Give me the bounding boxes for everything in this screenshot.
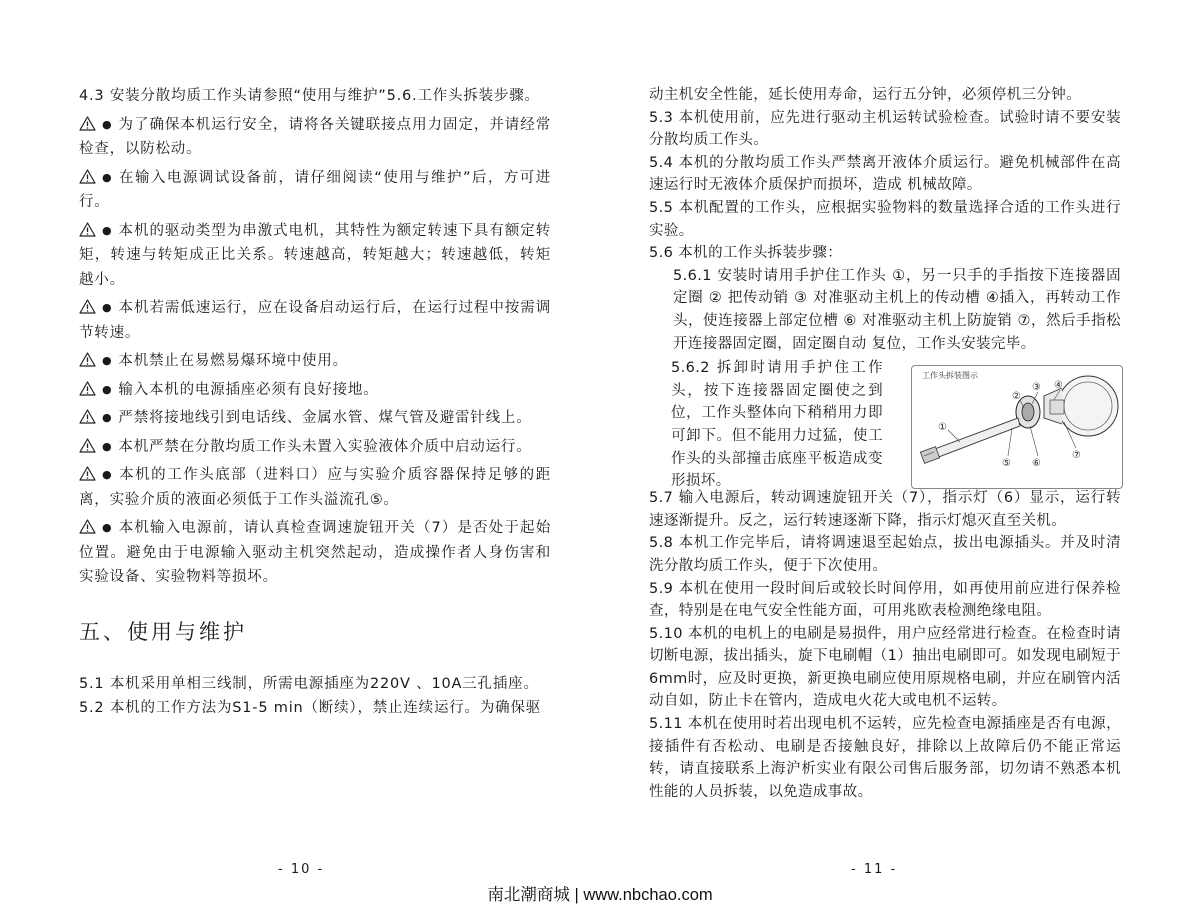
warning-text: 严禁将接地线引到电话线、金属水管、煤气管及避雷针线上。 — [118, 410, 532, 426]
site-footer: 南北潮商城 | www.nbchao.com — [487, 886, 713, 904]
warning-text: 本机严禁在分散均质工作头未置入实验液体介质中启动运行。 — [118, 438, 532, 455]
warning-text: 在输入电源调试设备前，请仔细阅读“使用与维护”后，方可进行。 — [79, 169, 551, 210]
bullet-icon: ● — [102, 117, 113, 131]
figure-block — [649, 357, 1121, 490]
para-5-2-cont: 动主机安全性能，延长使用寿命，运行五分钟，必须停机三分钟。 — [649, 87, 1082, 103]
workhead-diagram — [911, 365, 1123, 489]
warning-triangle-icon — [79, 351, 96, 366]
bullet-icon: ● — [102, 170, 113, 184]
para-5-6-1: 5.6.1 安装时请用手护住工作头 ①，另一只手的手指按下连接器固定圈 ② 把传动销 ③ 对准驱动主机上的传动槽 ④插入，再转动工作头，使连接器上部定位槽 ⑥ 对准驱动主机上防旋销 ⑦，然后手指松开连接器固定圈，固定圈自动 复位，工作头安装完毕。 — [673, 267, 1121, 352]
warning-text: 为了确保本机运行安全，请将各关键联接点用力固定，并请经常检查，以防松动。 — [79, 116, 551, 157]
bullet-icon: ● — [102, 223, 113, 237]
warning-item — [79, 166, 551, 215]
warning-triangle-icon — [79, 221, 96, 236]
section-title: 五、使用与维护 — [79, 619, 247, 644]
bullet-icon: ● — [102, 382, 113, 396]
warning-item — [79, 219, 551, 293]
para-5-10: 5.10 本机的电机上的电刷是易损件，用户应经常进行检查。在检查时请切断电源，拔出插头，旋下电刷帽（1）抽出电刷即可。如发现电刷短于6mm时，应及时更换，新更换电刷应使用原规格电刷，并应在刷管内活动自如，防止卡在管内，造成电火花大或电机不运转。 — [649, 625, 1121, 710]
fig-label-1: ① — [938, 422, 947, 434]
para-4-3: 4.3 安装分散均质工作头请参照“使用与维护”5.6.工作头拆装步骤。 — [79, 88, 540, 104]
bullet-icon: ● — [102, 521, 113, 534]
para-5-8: 5.8 本机工作完毕后，请将调速退至起始点，拔出电源插头。并及时清洗分散均质工作头，便于下次使用。 — [649, 535, 1121, 574]
warning-item — [79, 296, 551, 345]
fig-label-4: ④ — [1054, 380, 1063, 392]
figure-side-text — [671, 357, 883, 493]
para-5-2: 5.2 本机的工作方法为S1-5 min（断续），禁止连续运行。为确保驱 — [79, 700, 542, 716]
right-page — [649, 84, 1121, 803]
para-5-5: 5.5 本机配置的工作头，应根据实验物料的数量选择合适的工作头进行实验。 — [649, 199, 1121, 239]
workhead-drawing — [912, 366, 1122, 488]
para-5-11: 5.11 本机在使用时若出现电机不运转，应先检查电源插座是否有电源，接插件有否松动、电刷是否接触良好，排除以上故障后仍不能正常运转，请直接联系上海沪析实业有限公司售后服务部，切勿请不熟悉本机性能的人员拆装，以免造成事故。 — [649, 716, 1121, 800]
bullet-icon: ● — [102, 354, 113, 367]
bullet-icon: ● — [102, 439, 113, 453]
warning-triangle-icon — [79, 408, 96, 423]
warning-text: 本机输入电源前，请认真检查调速旋钮开关（7）是否处于起始位置。避免由于电源输入驱动主机突然起动，造成操作者人身伤害和实验设备、实验物料等损坏。 — [79, 520, 551, 585]
warning-text: 本机的工作头底部（进料口）应与实验介质容器保持足够的距离，实验介质的液面必须低于工作头溢流孔⑤。 — [79, 467, 551, 508]
page-number-left: - 10 - — [278, 862, 325, 877]
bullet-icon: ● — [102, 301, 113, 314]
warning-item — [79, 516, 551, 590]
para-5-1: 5.1 本机采用单相三线制，所需电源插座为220V 、10A三孔插座。 — [79, 675, 539, 692]
fig-label-2: ② — [1012, 391, 1021, 403]
para-5-9: 5.9 本机在使用一段时间后或较长时间停用，如再使用前应进行保养检查，特别是在电气安全性能方面，可用兆欧表检测绝缘电阻。 — [649, 580, 1121, 620]
page-number-right: - 11 - — [851, 862, 898, 877]
left-page — [79, 84, 551, 721]
warning-item — [79, 406, 551, 431]
warning-triangle-icon — [79, 518, 96, 533]
warning-text: 本机的驱动类型为串激式电机，其特性为额定转速下具有额定转矩，转速与转矩成正比关系。转速越高，转矩越大；转速越低，转矩越小。 — [79, 222, 551, 288]
warning-list — [79, 113, 551, 590]
warning-text: 本机禁止在易燃易爆环境中使用。 — [118, 353, 348, 369]
fig-label-3: ③ — [1032, 382, 1041, 394]
fig-label-6: ⑥ — [1032, 458, 1041, 470]
bullet-icon: ● — [102, 411, 113, 424]
para-5-6: 5.6 本机的工作头拆装步骤： — [649, 245, 843, 262]
warning-triangle-icon — [79, 168, 96, 183]
bullet-icon: ● — [102, 468, 113, 481]
warning-triangle-icon — [79, 115, 96, 130]
para-5-7: 5.7 输入电源后，转动调速旋钮开关（7），指示灯（6）显示，运行转速逐渐提升。反之，运行转速逐渐下降，指示灯熄灭直至关机。 — [649, 490, 1121, 529]
figure-caption: 工作头拆装图示 — [922, 371, 978, 381]
para-5-3: 5.3 本机使用前，应先进行驱动主机运转试验检查。试验时请不要安装分散均质工作头。 — [649, 109, 1121, 149]
warning-text: 输入本机的电源插座必须有良好接地。 — [118, 381, 379, 398]
warning-item — [79, 435, 551, 460]
warning-item — [79, 378, 551, 403]
warning-triangle-icon — [79, 298, 96, 313]
fig-label-5: ⑤ — [1002, 458, 1011, 470]
fig-label-7: ⑦ — [1072, 450, 1081, 462]
warning-triangle-icon — [79, 380, 96, 395]
warning-text: 本机若需低速运行，应在设备启动运行后，在运行过程中按需调节转速。 — [79, 300, 551, 341]
warning-triangle-icon — [79, 437, 96, 452]
para-5-6-2: 5.6.2 拆卸时请用手护住工作头，按下连接器固定圈使之到位，工作头整体向下稍稍用力即可卸下。但不能用力过猛，使工作头的头部撞击底座平板造成变形损坏。 — [671, 360, 883, 490]
warning-item — [79, 113, 551, 162]
warning-item — [79, 463, 551, 512]
warning-triangle-icon — [79, 465, 96, 480]
warning-item — [79, 349, 551, 374]
para-5-4: 5.4 本机的分散均质工作头严禁离开液体介质运行。避免机械部件在高速运行时无液体介质保护而损坏，造成 机械故障。 — [649, 154, 1121, 194]
